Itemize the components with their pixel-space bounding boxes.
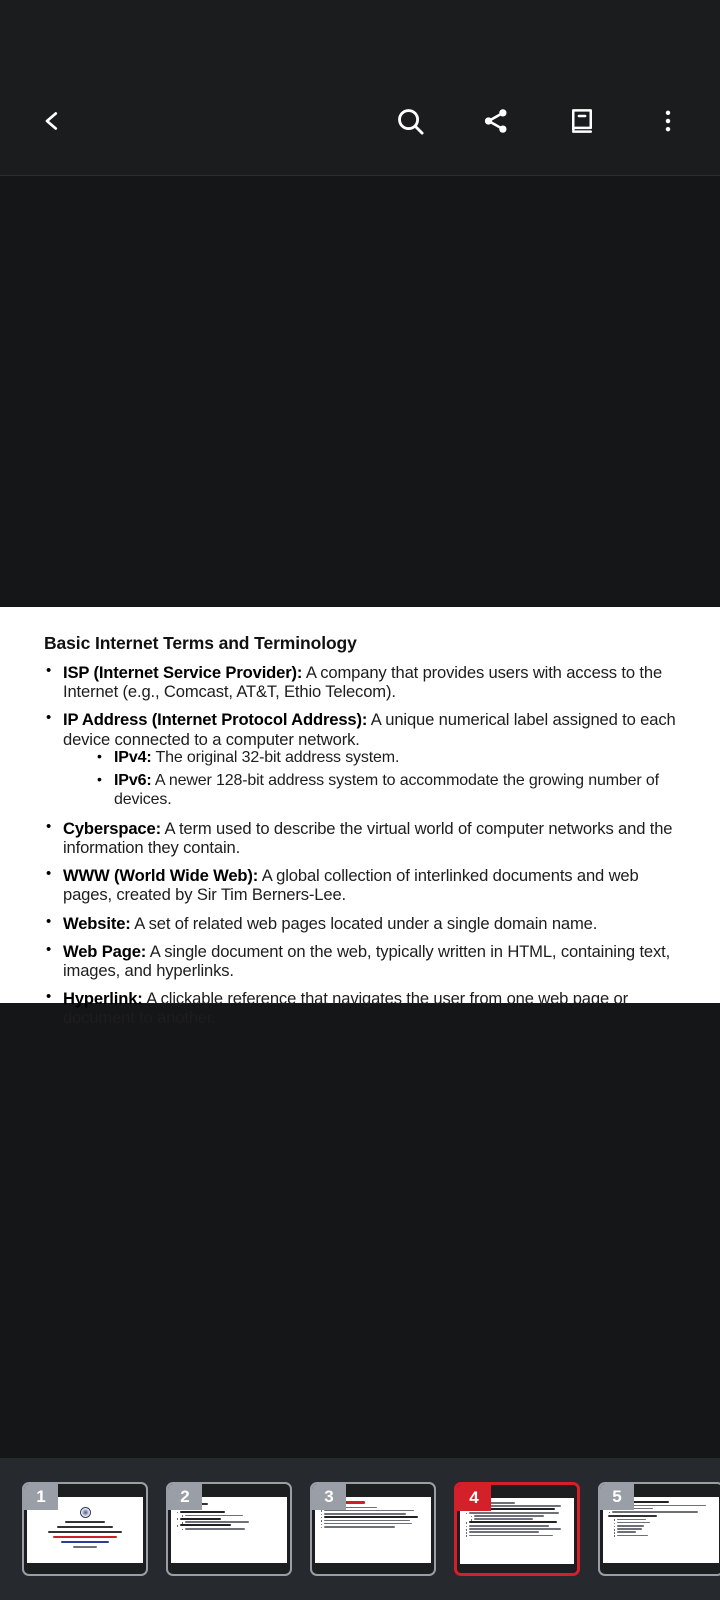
- thumbnail-number-badge: 2: [168, 1484, 202, 1510]
- sub-bullet-term: IPv4:: [114, 748, 152, 766]
- thumbnail-bullet-line: [320, 1523, 426, 1525]
- thumbnail-bullet-line: [465, 1531, 569, 1533]
- bullet-definition: A set of related web pages located under a single domain name.: [130, 913, 598, 933]
- toolbar-left-group: [26, 95, 78, 147]
- thumbnail-bullet-line: [613, 1522, 714, 1524]
- thumbnail-bullet-line: [470, 1515, 569, 1517]
- slide-sub-bullet: [95, 749, 690, 768]
- slide-bullet: [44, 942, 690, 980]
- more-icon[interactable]: [642, 95, 694, 147]
- thumbnail-bullet-line: [613, 1525, 714, 1527]
- slide-sub-bullet: [95, 772, 690, 809]
- thumbnail-bullet-line: [181, 1521, 282, 1523]
- thumbnail-seal-logo: [80, 1507, 91, 1518]
- thumbnail-number-badge: 1: [24, 1484, 58, 1510]
- bullet-definition: A company that provides users with access to the Internet (e.g., Comcast, AT&T, Ethio Telecom).: [63, 663, 663, 702]
- app-toolbar: [0, 0, 720, 176]
- thumbnail-text-line: [61, 1541, 110, 1543]
- thumbnail-text-line: [57, 1526, 112, 1528]
- bullet-term: ISP (Internet Service Provider):: [63, 663, 303, 682]
- thumbnail-bullet-line: [465, 1535, 569, 1537]
- thumbnail-slide-preview: [32, 1507, 138, 1548]
- thumbnail-bullet-line: [608, 1511, 714, 1513]
- thumbnail-number-badge: 5: [600, 1484, 634, 1510]
- slide-sub-bullet-list: [95, 749, 690, 810]
- thumbnail-bullet-line: [465, 1512, 569, 1514]
- bullet-definition: A term used to describe the virtual world of computer networks and the information they contain.: [63, 818, 673, 857]
- sub-bullet-term: IPv6:: [114, 772, 152, 790]
- current-slide-page: [0, 607, 720, 1028]
- slide-bullet: [44, 663, 690, 701]
- thumbnail-number-badge: 4: [457, 1485, 491, 1511]
- thumbnail-bullet-line: [176, 1518, 282, 1520]
- bullet-term: Hyperlink:: [63, 989, 143, 1009]
- thumbnail-bullet-line: [470, 1518, 569, 1520]
- share-icon[interactable]: [470, 95, 522, 147]
- slide-bullet-list: [44, 663, 690, 1028]
- thumbnail-text-line: [73, 1546, 96, 1548]
- thumbnail-bullet-line: [465, 1521, 569, 1523]
- toolbar-right-group: [384, 95, 694, 147]
- thumbnail-bullet-line: [320, 1513, 426, 1515]
- thumbnail-text-line: [65, 1521, 105, 1523]
- thumbnail-bullet-line: [613, 1535, 714, 1537]
- thumbnail-bullet-line: [320, 1526, 426, 1528]
- thumbnail-bullet-line: [465, 1525, 569, 1527]
- bullet-term: Website:: [63, 913, 131, 933]
- thumbnail-text-line: [48, 1531, 122, 1533]
- thumbnail-bullet-line: [465, 1528, 569, 1530]
- thumbnail-number-badge: 3: [312, 1484, 346, 1510]
- thumbnail-text-line: [608, 1515, 657, 1517]
- thumbnail-item[interactable]: [310, 1482, 436, 1576]
- sub-bullet-definition: A newer 128-bit address system to accommodate the growing number of devices.: [114, 772, 659, 809]
- thumbnail-bullet-line: [176, 1524, 282, 1526]
- thumbnail-bullet-line: [613, 1519, 714, 1521]
- thumbnail-bullet-line: [181, 1528, 282, 1530]
- thumbnail-item[interactable]: [598, 1482, 720, 1576]
- search-icon[interactable]: [384, 95, 436, 147]
- slide-viewer[interactable]: [0, 177, 720, 1458]
- thumbnail-bullet-line: [176, 1511, 282, 1513]
- back-button[interactable]: [26, 95, 78, 147]
- bullet-term: Web Page:: [63, 941, 147, 961]
- thumbnail-filmstrip[interactable]: [0, 1458, 720, 1600]
- thumbnail-bullet-line: [320, 1516, 426, 1518]
- thumbnail-bullet-line: [613, 1531, 714, 1533]
- bullet-definition: A unique numerical label assigned to each device connected to a computer network.: [63, 710, 676, 749]
- slide-bullet: [44, 710, 690, 809]
- bullet-definition: A clickable reference that navigates the user from one web page or document to another.: [63, 989, 628, 1028]
- slide-bullet: [44, 866, 690, 904]
- slide-title: Basic Internet Terms and Terminology: [44, 633, 357, 653]
- bullet-term: WWW (World Wide Web):: [63, 866, 259, 886]
- book-icon[interactable]: [556, 95, 608, 147]
- slide-bullet: [44, 819, 690, 857]
- bullet-definition: A single document on the web, typically written in HTML, containing text, images, and hyperlinks.: [63, 941, 671, 980]
- thumbnail-text-line: [53, 1536, 117, 1538]
- thumbnail-item[interactable]: [166, 1482, 292, 1576]
- bullet-definition: A global collection of interlinked documents and web pages, created by Sir Tim Berners-Lee.: [63, 866, 639, 905]
- slide-bullet: [44, 989, 690, 1027]
- thumbnail-item[interactable]: [454, 1482, 580, 1576]
- bullet-term: IP Address (Internet Protocol Address):: [63, 710, 368, 730]
- thumbnail-item[interactable]: [22, 1482, 148, 1576]
- thumbnail-bullet-line: [181, 1515, 282, 1517]
- sub-bullet-definition: The original 32-bit address system.: [151, 748, 400, 766]
- slide-bullet: [44, 914, 690, 933]
- thumbnail-bullet-line: [320, 1520, 426, 1522]
- thumbnail-bullet-line: [613, 1528, 714, 1530]
- bullet-term: Cyberspace:: [63, 818, 161, 838]
